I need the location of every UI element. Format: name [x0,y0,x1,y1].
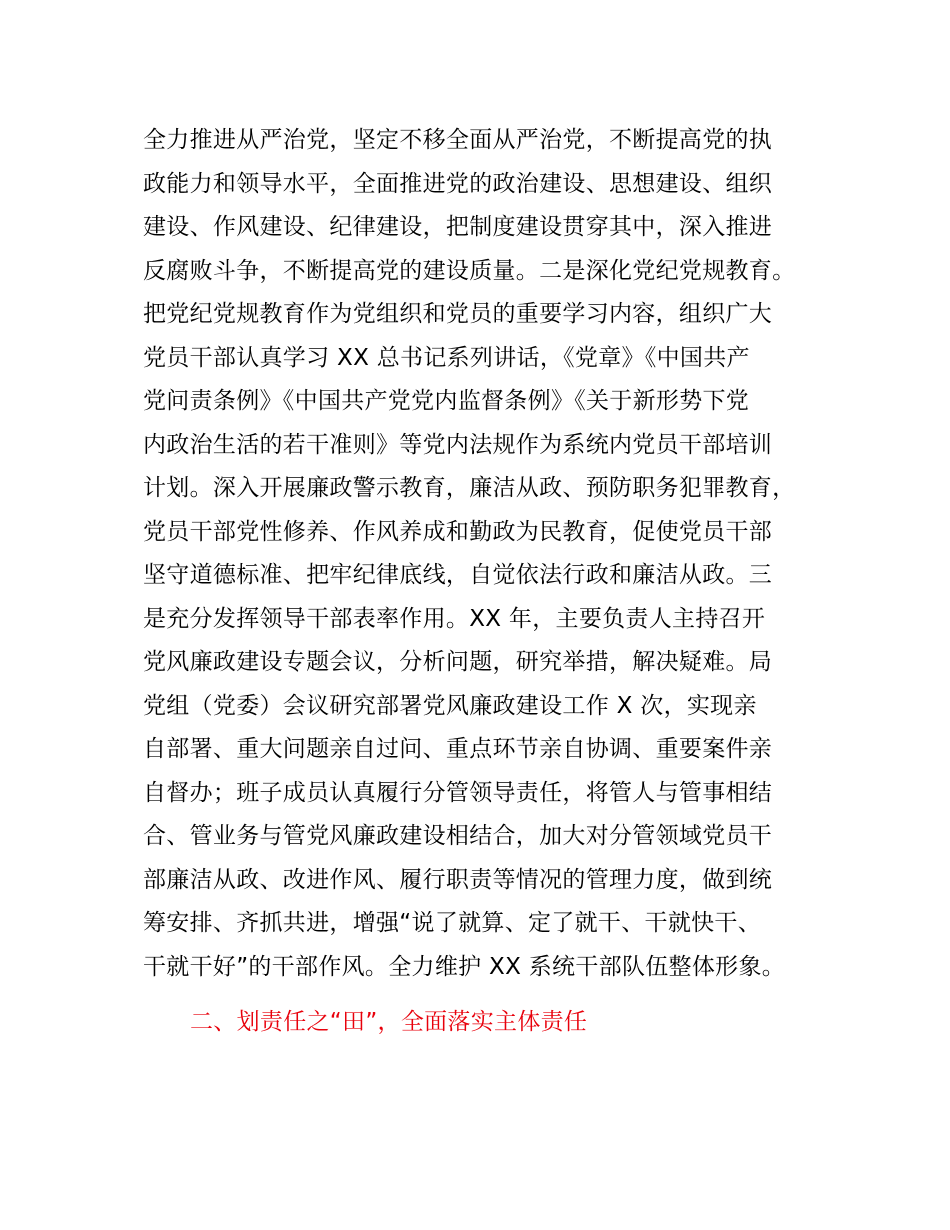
body-paragraph [143,119,843,989]
body-line: 筹安排、齐抓共进，增强“说了就算、定了就干、干就快干、 [143,910,762,936]
body-line: 党员干部认真学习 XX 总书记系列讲话，《党章》《中国共产 [143,344,750,371]
body-line: 部廉洁从政、改进作风、履行职责等情况的管理力度，做到统 [143,866,773,893]
body-line: 内政治生活的若干准则》等党内法规作为系统内党员干部培训 [143,431,773,458]
body-line: 党风廉政建设专题会议，分析问题，研究举措，解决疑难。局 [143,649,773,675]
body-line: 干就干好”的干部作风。全力维护 XX 系统干部队伍整体形象。 [143,953,786,980]
section-heading: 二、划责任之“田”，全面落实主体责任 [190,1009,588,1035]
body-line: 坚守道德标准、把牢纪律底线，自觉依法行政和廉洁从政。三 [143,562,773,588]
body-line: 把党纪党规教育作为党组织和党员的重要学习内容，组织广大 [143,301,773,327]
body-line: 政能力和领导水平，全面推进党的政治建设、思想建设、组织 [143,170,773,197]
body-line: 合、管业务与管党风廉政建设相结合，加大对分管领域党员干 [143,823,773,849]
body-line: 党问责条例》《中国共产党党内监督条例》《关于新形势下党 [143,388,750,414]
body-line: 党员干部党性修养、作风养成和勤政为民教育，促使党员干部 [143,518,773,545]
body-line: 反腐败斗争，不断提高党的建设质量。二是深化党纪党规教育。 [143,257,796,284]
body-line: 全力推进从严治党，坚定不移全面从严治党，不断提高党的执 [143,127,773,153]
body-line: 自督办；班子成员认真履行分管领导责任，将管人与管事相结 [143,779,773,806]
body-line: 自部署、重大问题亲自过问、重点环节亲自协调、重要案件亲 [143,736,773,762]
body-line: 建设、作风建设、纪律建设，把制度建设贯穿其中，深入推进 [143,214,773,240]
body-line: 党组（党委）会议研究部署党风廉政建设工作 X 次，实现亲 [143,692,757,719]
body-line: 是充分发挥领导干部表率作用。XX 年，主要负责人主持召开 [143,605,766,632]
body-line: 计划。深入开展廉政警示教育，廉洁从政、预防职务犯罪教育， [143,475,796,501]
